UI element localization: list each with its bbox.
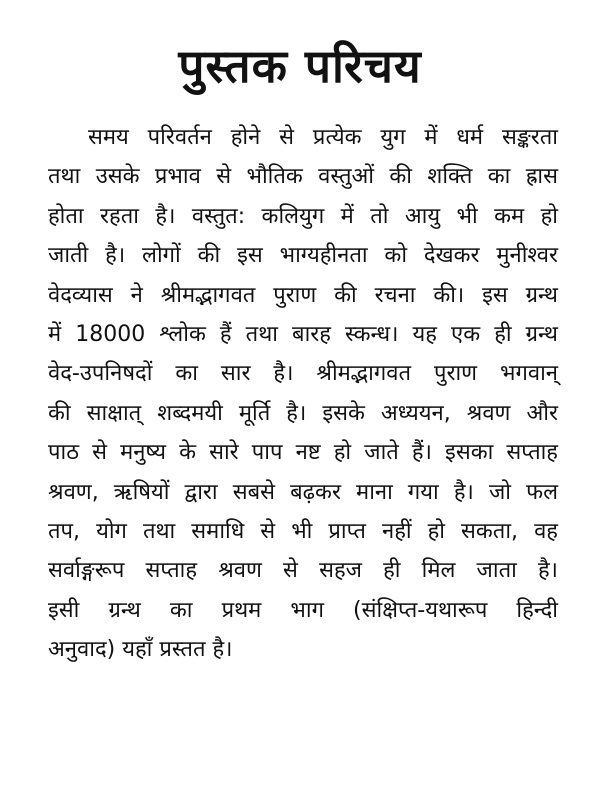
paragraph-line: पाठ से मनुष्य के सारे पाप नष्ट हो जाते हैं। इसका सप्ताह	[48, 440, 558, 466]
paragraph-line: श्रवण, ऋषियों द्वारा सबसे बढ़कर माना गया है। जो फल	[48, 479, 558, 505]
paragraph-line: इसी ग्रन्थ का प्रथम भाग (संक्षिप्त-यथारूप हिन्दी	[48, 597, 558, 623]
paragraph-line: तथा उसके प्रभाव से भौतिक वस्तुओं की शक्ति का ह्रास	[48, 164, 558, 190]
paragraph-line: की साक्षात् शब्दमयी मूर्ति है। इसके अध्ययन, श्रवण और	[48, 400, 558, 426]
paragraph-line: होता रहता है। वस्तुत: कलियुग में तो आयु भी कम हो	[48, 203, 558, 229]
paragraph-line: वेदव्यास ने श्रीमद्भागवत पुराण की रचना की। इस ग्रन्थ	[48, 282, 558, 308]
paragraph-line: समय परिवर्तन होने से प्रत्येक युग में धर्म सङ्करता	[88, 125, 558, 150]
paragraph-line: में 18000 श्लोक हैं तथा बारह स्कन्ध। यह एक ही ग्रन्थ	[48, 321, 558, 347]
paragraph-line: अनुवाद) यहाँ प्रस्तत है।	[48, 637, 233, 663]
paragraph-line: वेद-उपनिषदों का सार है। श्रीमद्भागवत पुराण भगवान्	[48, 361, 558, 387]
paragraph-line: सर्वाङ्गरूप सप्ताह श्रवण से सहज ही मिल जाता है।	[48, 558, 558, 584]
page-title: पुस्तक परिचय	[178, 39, 422, 93]
paragraph-line: तप, योग तथा समाधि से भी प्राप्त नहीं हो सकता, वह	[48, 518, 558, 544]
paragraph-line: जाती है। लोगों की इस भाग्यहीनता को देखकर मुनीश्वर	[48, 243, 558, 269]
introduction-paragraph	[48, 118, 558, 669]
